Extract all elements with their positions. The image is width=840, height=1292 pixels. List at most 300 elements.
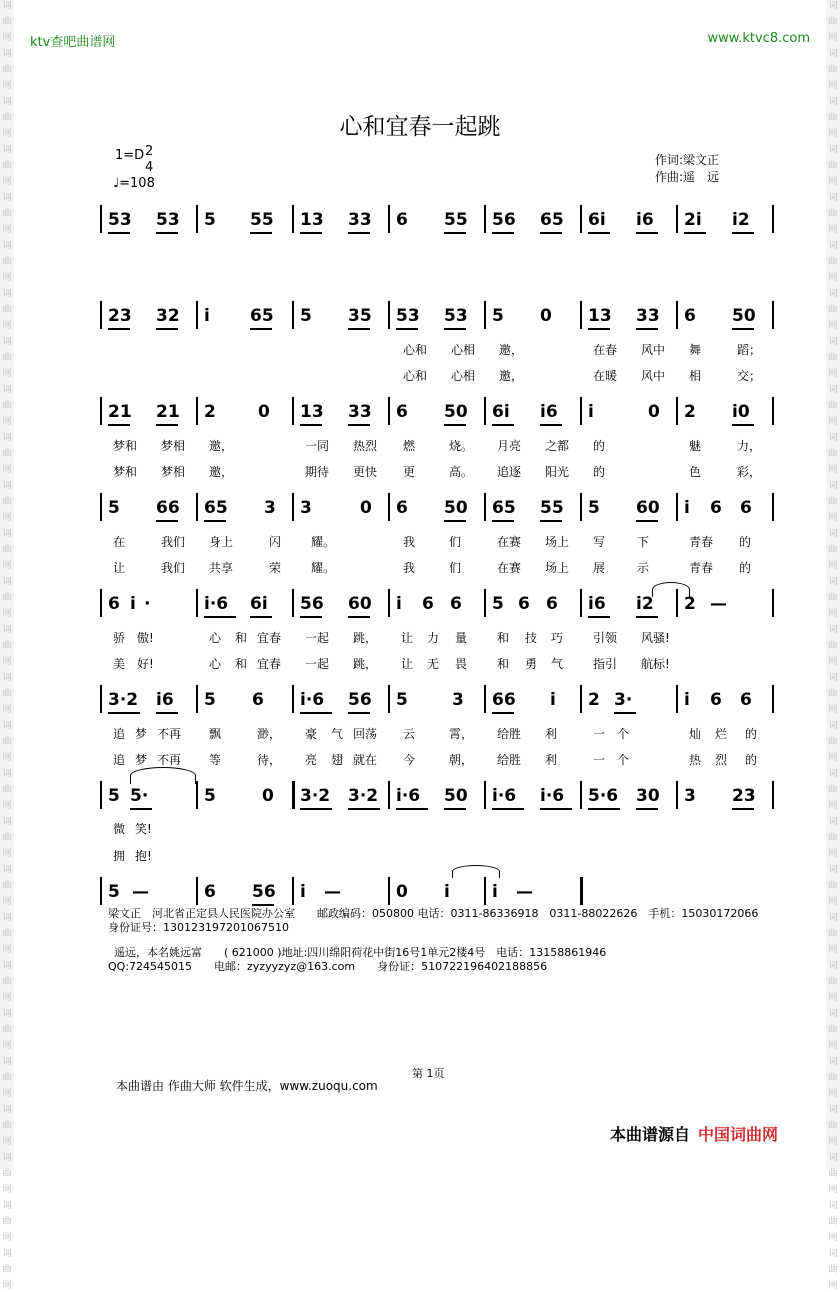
note: 50 [444, 498, 468, 518]
beam [130, 808, 152, 810]
barline [676, 397, 678, 425]
watermark-char: 网 [2, 1089, 12, 1099]
note: 5 [300, 306, 312, 326]
lyric-word: 邀， [499, 343, 524, 357]
lyric-word: 笑! [135, 822, 152, 836]
beam [348, 808, 380, 810]
beam [732, 808, 754, 810]
beam [300, 712, 332, 714]
watermark-char: 词 [828, 145, 838, 155]
left-watermark-strip [0, 0, 14, 1291]
barline [580, 781, 582, 809]
page-number: 第 1页 [412, 1067, 445, 1080]
credits [655, 152, 719, 186]
note: 2 [588, 690, 600, 710]
lyric-word: 就在 [353, 753, 378, 767]
lyric-word: 舞 [689, 343, 702, 357]
lyric-word: 宜春 [257, 657, 282, 671]
watermark-char: 网 [828, 609, 838, 619]
lyric-word: 让 [113, 561, 126, 575]
watermark-char: 曲 [828, 881, 838, 891]
lyric-word: 邀， [209, 465, 234, 479]
lyric-word: 霄， [449, 727, 474, 741]
beam [540, 424, 562, 426]
lyric-word: 气 [331, 727, 344, 741]
note: — [324, 882, 341, 902]
note: i0 [732, 402, 750, 422]
lyric-line [105, 559, 765, 575]
note: 3·2 [348, 786, 379, 806]
watermark-char: 曲 [2, 65, 12, 75]
source-site-link[interactable]: 中国词曲网 [698, 1125, 779, 1144]
lyric-word: 在春 [593, 343, 618, 357]
beam [156, 328, 178, 330]
barline [388, 589, 390, 617]
lyric-word: 荣 [269, 561, 282, 575]
beam [348, 232, 370, 234]
note: 50 [444, 402, 468, 422]
watermark-char: 词 [2, 193, 12, 203]
lyric-word: 豪 [305, 727, 318, 741]
contact-line-1: 梁文正 河北省正定县人民医院办公室 邮政编码：050800 电话：0311-86336918 0311-88022626 手机：15030172066 [108, 907, 759, 920]
lyric-word: 彩， [737, 465, 762, 479]
lyric-word: 量 [455, 631, 468, 645]
beam [732, 232, 754, 234]
watermark-char: 词 [2, 337, 12, 347]
lyric-word: 微 [113, 822, 126, 836]
lyric-word: 在暖 [593, 369, 618, 383]
watermark-char: 网 [2, 993, 12, 1003]
beam [108, 712, 140, 714]
lyric-word: 今 [403, 753, 416, 767]
note: — [132, 882, 149, 902]
lyric-word: 心 [209, 631, 222, 645]
watermark-char: 词 [2, 961, 12, 971]
barline [580, 685, 582, 713]
lyric-word: 心和 [403, 369, 428, 383]
barline [100, 493, 102, 521]
watermark-char: 词 [828, 817, 838, 827]
watermark-char: 词 [2, 289, 12, 299]
barline [292, 301, 294, 329]
score-row [100, 877, 760, 907]
watermark-char: 词 [828, 1, 838, 11]
lyric-word: 力 [427, 631, 440, 645]
lyric-word: 之都 [545, 439, 570, 453]
watermark-char: 词 [828, 433, 838, 443]
watermark-char: 网 [828, 129, 838, 139]
note: i [588, 402, 594, 422]
lyric-line [105, 847, 765, 863]
beam [156, 424, 178, 426]
beam [636, 328, 658, 330]
contact-line-2: 身份证号：130123197201067510 [108, 921, 289, 934]
watermark-char: 网 [2, 849, 12, 859]
note: 6 [710, 690, 722, 710]
barline [100, 397, 102, 425]
lyric-word: 场上 [545, 561, 570, 575]
lyric-word: 们 [449, 561, 462, 575]
note: i2 [636, 594, 654, 614]
lyric-word: 一同 [305, 439, 330, 453]
watermark-char: 词 [2, 913, 12, 923]
note: 66 [156, 498, 180, 518]
lyric-word: 气 [551, 657, 564, 671]
lyric-word: 航标! [641, 657, 670, 671]
lyric-word: 魅 [689, 439, 702, 453]
note: 56 [300, 594, 324, 614]
note: 5 [492, 594, 504, 614]
watermark-char: 词 [2, 577, 12, 587]
watermark-char: 网 [828, 897, 838, 907]
watermark-char: 词 [2, 1105, 12, 1115]
note: 53 [396, 306, 420, 326]
score-row [100, 781, 760, 811]
beam [588, 616, 610, 618]
beam [732, 424, 754, 426]
watermark-char: 网 [2, 273, 12, 283]
barline [484, 781, 486, 809]
watermark-char: 词 [828, 97, 838, 107]
watermark-char: 词 [2, 625, 12, 635]
source-credit [610, 1122, 778, 1145]
note: 6 [396, 498, 408, 518]
lyric-word: 引领 [593, 631, 618, 645]
lyric-word: 美 [113, 657, 126, 671]
lyric-word: 抱! [135, 849, 152, 863]
slur [452, 865, 500, 878]
note: 5 [204, 786, 216, 806]
barline [388, 877, 390, 905]
watermark-char: 曲 [828, 689, 838, 699]
note: 6 [740, 690, 752, 710]
note: 5 [108, 882, 120, 902]
watermark-char: 曲 [2, 833, 12, 843]
note: 6 [396, 210, 408, 230]
lyric-word: 指引 [593, 657, 618, 671]
watermark-char: 网 [828, 849, 838, 859]
lyric-word: 风中 [641, 343, 666, 357]
lyric-word: 傲! [137, 631, 154, 645]
watermark-char: 曲 [2, 593, 12, 603]
watermark-char: 词 [828, 1201, 838, 1211]
note: 60 [348, 594, 372, 614]
lyric-word: 高。 [449, 465, 474, 479]
barline [484, 205, 486, 233]
lyric-word: 追 [113, 727, 126, 741]
watermark-char: 网 [2, 33, 12, 43]
beam [156, 232, 178, 234]
site-name-left[interactable]: ktv查吧曲谱网 [30, 35, 116, 50]
watermark-char: 曲 [2, 1121, 12, 1131]
barline [580, 589, 582, 617]
site-url-right[interactable]: www.ktvc8.com [707, 31, 810, 46]
watermark-char: 网 [2, 705, 12, 715]
note: 5· [130, 786, 149, 806]
score-row [100, 205, 760, 235]
note: 3 [684, 786, 696, 806]
barline [292, 685, 294, 713]
watermark-char: 网 [828, 1281, 838, 1291]
watermark-char: 网 [828, 369, 838, 379]
watermark-char: 网 [828, 705, 838, 715]
lyric-word: 的 [593, 465, 606, 479]
note: i6 [540, 402, 558, 422]
watermark-char: 曲 [828, 113, 838, 123]
lyric-line [105, 751, 765, 767]
barline [772, 685, 774, 713]
lyric-word: 蹈； [737, 343, 762, 357]
watermark-char: 曲 [2, 689, 12, 699]
watermark-char: 网 [828, 657, 838, 667]
note: 5 [396, 690, 408, 710]
watermark-char: 词 [828, 1057, 838, 1067]
note: 33 [636, 306, 660, 326]
beam [108, 424, 130, 426]
note: i [684, 498, 690, 518]
lyric-word: 畏 [455, 657, 468, 671]
watermark-char: 词 [828, 1249, 838, 1259]
watermark-char: 词 [828, 241, 838, 251]
watermark-char: 曲 [828, 497, 838, 507]
beam [300, 424, 322, 426]
note: 50 [732, 306, 756, 326]
note: 6 [740, 498, 752, 518]
lyric-word: 技 [525, 631, 538, 645]
barline [676, 301, 678, 329]
score-row [100, 397, 760, 427]
barline [484, 685, 486, 713]
note: 6 [710, 498, 722, 518]
barline [100, 877, 102, 905]
lyric-word: 心相 [451, 369, 476, 383]
barline [292, 781, 295, 809]
watermark-char: 网 [828, 561, 838, 571]
right-watermark-strip [826, 0, 840, 1291]
lyric-line [105, 463, 765, 479]
lyric-word: 我们 [161, 561, 186, 575]
lyric-word: 青春 [689, 561, 714, 575]
note: 33 [348, 402, 372, 422]
beam [300, 232, 322, 234]
watermark-char: 曲 [828, 785, 838, 795]
watermark-char: 网 [828, 465, 838, 475]
lyric-word: 追逐 [497, 465, 522, 479]
note: 35 [348, 306, 372, 326]
watermark-char: 网 [2, 465, 12, 475]
lyric-word: 给胜 [497, 727, 522, 741]
note: 5 [588, 498, 600, 518]
beam [492, 520, 514, 522]
lyric-line [105, 533, 765, 549]
note: 66 [492, 690, 516, 710]
barline [484, 301, 486, 329]
note: i [684, 690, 690, 710]
lyric-word: 我 [403, 561, 416, 575]
lyric-word: 勇 [525, 657, 538, 671]
lyric-word: 的 [745, 727, 758, 741]
beam [444, 424, 466, 426]
barline [196, 589, 198, 617]
barline [292, 205, 294, 233]
watermark-char: 词 [828, 577, 838, 587]
lyric-word: 心相 [451, 343, 476, 357]
watermark-char: 曲 [828, 929, 838, 939]
note: 0 [648, 402, 660, 422]
watermark-char: 网 [2, 81, 12, 91]
watermark-char: 曲 [828, 593, 838, 603]
watermark-char: 曲 [828, 401, 838, 411]
watermark-char: 网 [828, 417, 838, 427]
watermark-char: 词 [828, 865, 838, 875]
watermark-char: 词 [2, 433, 12, 443]
note: 5 [108, 786, 120, 806]
beam [492, 232, 514, 234]
lyric-word: 跳， [353, 657, 378, 671]
watermark-char: 曲 [2, 737, 12, 747]
beam [444, 232, 466, 234]
note: i [204, 306, 210, 326]
lyric-word: 在 [113, 535, 126, 549]
note: 55 [444, 210, 468, 230]
beam [300, 808, 332, 810]
beam [732, 328, 754, 330]
barline [292, 493, 294, 521]
lyric-line [105, 725, 765, 741]
note: 0 [396, 882, 408, 902]
lyric-word: 相 [689, 369, 702, 383]
note: 21 [108, 402, 132, 422]
note: 6 [252, 690, 264, 710]
lyric-word: 们 [449, 535, 462, 549]
note: 6 [518, 594, 530, 614]
note: 56 [492, 210, 516, 230]
barline [292, 589, 294, 617]
beam [250, 232, 272, 234]
lyric-word: 我 [403, 535, 416, 549]
note: 6i [492, 402, 510, 422]
watermark-char: 词 [828, 721, 838, 731]
watermark-char: 网 [2, 945, 12, 955]
watermark-char: 网 [828, 993, 838, 1003]
lyric-word: 骄 [113, 631, 126, 645]
watermark-char: 网 [2, 1137, 12, 1147]
note: 5 [204, 210, 216, 230]
note: 0 [262, 786, 274, 806]
score-row [100, 685, 760, 715]
beam [684, 232, 706, 234]
beam [540, 520, 562, 522]
barline [580, 205, 582, 233]
barline [676, 685, 678, 713]
beam [540, 232, 562, 234]
slur [130, 767, 196, 784]
watermark-char: 词 [2, 1153, 12, 1163]
beam [204, 520, 226, 522]
note: i6 [156, 690, 174, 710]
beam [636, 616, 658, 618]
lyric-word: 在赛 [497, 535, 522, 549]
barline [100, 781, 102, 809]
lyric-word: 展 [593, 561, 606, 575]
source-prefix: 本曲谱源自 [610, 1125, 691, 1144]
beam [348, 616, 370, 618]
note: 6 [422, 594, 434, 614]
watermark-char: 词 [828, 193, 838, 203]
lyric-word: 一 [593, 727, 606, 741]
beam [300, 616, 322, 618]
barline [196, 877, 198, 905]
watermark-char: 曲 [828, 17, 838, 27]
note: i6 [636, 210, 654, 230]
note: 6 [396, 402, 408, 422]
score-row [100, 301, 760, 331]
beam [108, 328, 130, 330]
beam [492, 712, 514, 714]
watermark-char: 网 [2, 225, 12, 235]
watermark-char: 词 [2, 1057, 12, 1067]
barline [484, 589, 486, 617]
lyric-line [105, 341, 765, 357]
note: 6i [588, 210, 606, 230]
beam [614, 712, 636, 714]
watermark-char: 曲 [828, 65, 838, 75]
note: 53 [108, 210, 132, 230]
watermark-char: 词 [828, 529, 838, 539]
lyric-word: 等 [209, 753, 222, 767]
watermark-char: 词 [2, 817, 12, 827]
lyric-word: 烈 [715, 753, 728, 767]
watermark-char: 网 [2, 753, 12, 763]
barline [196, 685, 198, 713]
watermark-char: 网 [2, 513, 12, 523]
watermark-char: 网 [2, 609, 12, 619]
note: 3 [264, 498, 276, 518]
watermark-char: 网 [2, 1185, 12, 1195]
note: 65 [250, 306, 274, 326]
lyric-line [105, 629, 765, 645]
barline [292, 877, 294, 905]
lyric-line [105, 437, 765, 453]
watermark-char: 曲 [2, 929, 12, 939]
beam [444, 328, 466, 330]
watermark-char: 网 [2, 801, 12, 811]
note: 2 [684, 594, 696, 614]
watermark-char: 网 [828, 753, 838, 763]
watermark-char: 曲 [2, 17, 12, 27]
watermark-char: 网 [2, 177, 12, 187]
lyric-word: 拥 [113, 849, 126, 863]
note: 55 [250, 210, 274, 230]
watermark-char: 曲 [2, 1217, 12, 1227]
barline [676, 205, 678, 233]
lyric-word: 下 [637, 535, 650, 549]
note: · [144, 594, 151, 614]
watermark-char: 曲 [2, 305, 12, 315]
note: 21 [156, 402, 180, 422]
note: 0 [258, 402, 270, 422]
lyric-word: 梦 [135, 727, 148, 741]
lyric-word: 月亮 [497, 439, 522, 453]
note: i [396, 594, 402, 614]
barline [196, 205, 198, 233]
note: 32 [156, 306, 180, 326]
note: 65 [204, 498, 228, 518]
lyric-word: 个 [617, 727, 630, 741]
barline [772, 493, 774, 521]
barline [580, 493, 582, 521]
watermark-char: 词 [828, 289, 838, 299]
